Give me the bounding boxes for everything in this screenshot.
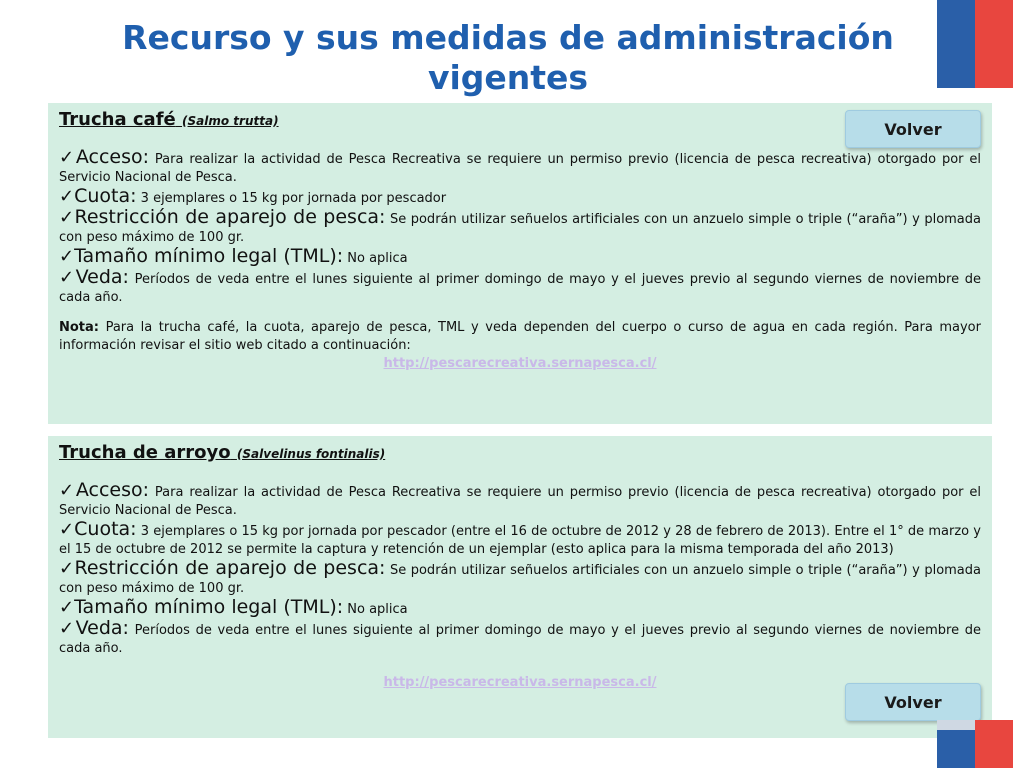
item-label: Tamaño mínimo legal (TML): <box>74 596 344 618</box>
species-scientific-name: (Salmo trutta) <box>182 114 279 128</box>
flag-decoration-top <box>937 0 975 88</box>
species-name: Trucha de arroyo <box>59 442 231 463</box>
item-text: Se podrán utilizar señuelos artificiales con un anzuelo simple o triple (“araña”) y plomada con peso máximo de 100 gr. <box>59 212 981 245</box>
item-cuota <box>59 520 981 559</box>
item-cuota <box>59 187 981 208</box>
flag-blue-stripe <box>937 720 975 768</box>
check-icon: ✓ <box>59 267 76 288</box>
item-text: Se podrán utilizar señuelos artificiales con un anzuelo simple o triple (“araña”) y plomada con peso máximo de 100 gr. <box>59 563 981 596</box>
item-tml <box>59 247 981 268</box>
item-acceso <box>59 148 981 187</box>
item-restriccion <box>59 559 981 598</box>
item-text: No aplica <box>347 602 408 617</box>
page-title: Recurso y sus medidas de administración vigentes <box>122 18 894 97</box>
check-icon: ✓ <box>59 519 75 540</box>
sernapesca-link[interactable]: http://pescarecreativa.sernapesca.cl/ <box>383 356 657 371</box>
item-text: Para realizar la actividad de Pesca Recreativa se requiere un permiso previo (licencia de pesca recreativa) otorgado por el Servicio Nacional de Pesca. <box>59 485 981 518</box>
check-icon: ✓ <box>59 558 75 579</box>
section-trucha-cafe <box>48 103 992 424</box>
check-icon: ✓ <box>59 597 75 618</box>
check-icon: ✓ <box>59 246 75 267</box>
species-name: Trucha café <box>59 109 176 130</box>
check-icon: ✓ <box>59 186 75 207</box>
item-text: Para realizar la actividad de Pesca Recreativa se requiere un permiso previo (licencia de pesca recreativa) otorgado por el Servicio Nacional de Pesca. <box>59 152 981 185</box>
species-heading <box>59 109 981 132</box>
flag-red-stripe <box>975 720 1013 768</box>
volver-button[interactable]: Volver <box>845 110 981 148</box>
item-label: Acceso: <box>75 146 150 168</box>
species-heading <box>59 442 981 465</box>
check-icon: ✓ <box>59 207 75 228</box>
item-tml <box>59 598 981 619</box>
item-text: Períodos de veda entre el lunes siguiente al primer domingo de mayo y el jueves previo al segundo viernes de noviembre de cada año. <box>59 623 981 656</box>
item-veda <box>59 268 981 307</box>
note <box>59 319 981 355</box>
note-label: Nota: <box>59 320 99 335</box>
species-scientific-name: (Salvelinus fontinalis) <box>236 447 386 461</box>
flag-decoration-bottom <box>937 720 975 768</box>
sernapesca-link[interactable]: http://pescarecreativa.sernapesca.cl/ <box>383 675 657 690</box>
item-restriccion <box>59 208 981 247</box>
item-label: Veda: <box>75 266 129 288</box>
item-label: Cuota: <box>74 518 137 540</box>
item-text: 3 ejemplares o 15 kg por jornada por pescador (entre el 16 de octubre de 2012 y 28 de febrero de 2013). Entre el 1° de marzo y el 15 de octubre de 2012 se permite la captura y retención de un ejemplar (esto aplica para la misma temporada del año 2013) <box>59 524 981 557</box>
item-acceso <box>59 481 981 520</box>
flag-red-stripe <box>975 0 1013 88</box>
item-veda <box>59 619 981 658</box>
check-icon: ✓ <box>59 480 76 501</box>
item-label: Tamaño mínimo legal (TML): <box>74 245 344 267</box>
check-icon: ✓ <box>59 618 76 639</box>
check-icon: ✓ <box>59 147 76 168</box>
item-label: Acceso: <box>75 479 150 501</box>
item-label: Restricción de aparejo de pesca: <box>74 557 386 579</box>
item-text: 3 ejemplares o 15 kg por jornada por pescador <box>140 191 447 206</box>
volver-button[interactable]: Volver <box>845 683 981 721</box>
item-text: Períodos de veda entre el lunes siguiente al primer domingo de mayo y el jueves previo al segundo viernes de noviembre de cada año. <box>59 272 981 305</box>
note-text: Para la trucha café, la cuota, aparejo de pesca, TML y veda dependen del cuerpo o curso de agua en cada región. Para mayor información revisar el sitio web citado a continuación: <box>59 320 981 353</box>
item-label: Veda: <box>75 617 129 639</box>
item-label: Cuota: <box>74 185 137 207</box>
item-label: Restricción de aparejo de pesca: <box>74 206 386 228</box>
flag-blue-stripe <box>937 0 975 88</box>
item-text: No aplica <box>347 251 408 266</box>
